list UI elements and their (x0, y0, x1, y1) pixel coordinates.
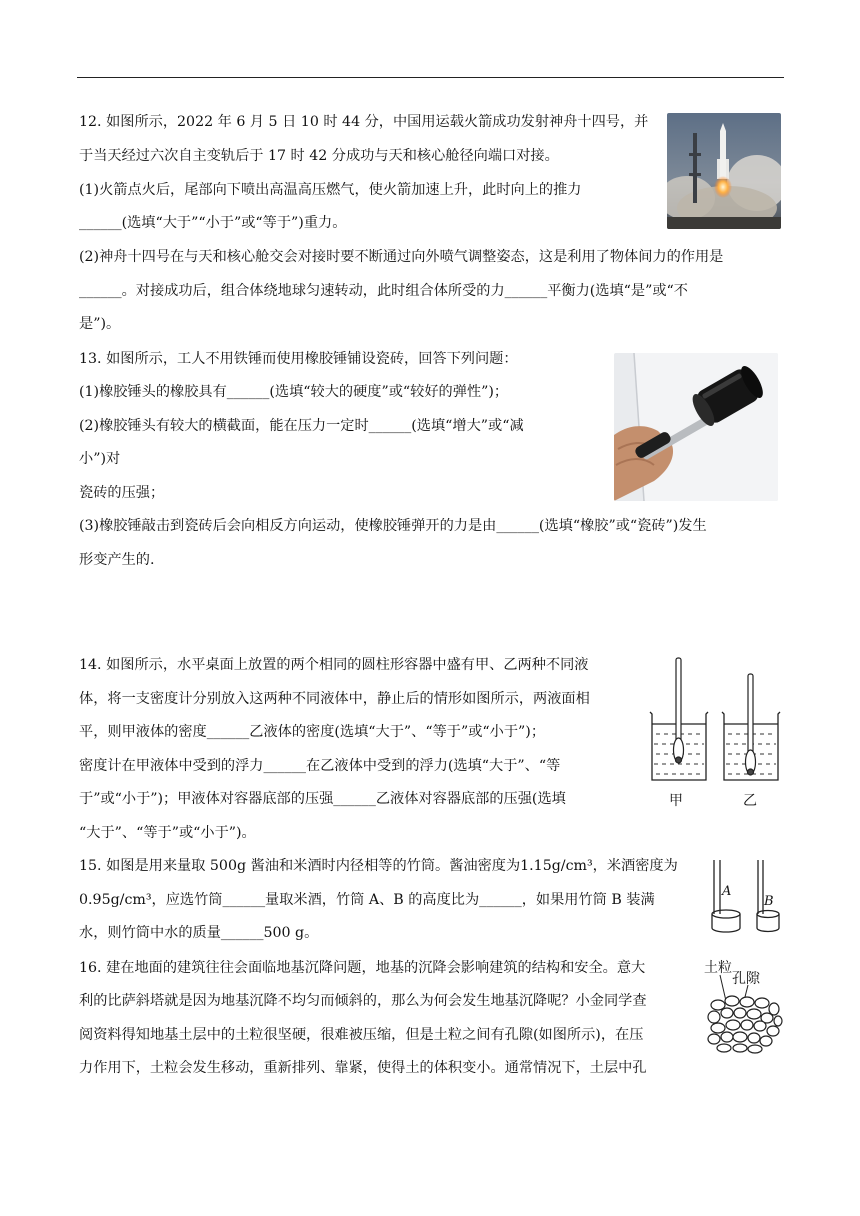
q13-line-1: 13. 如图所示，工人不用铁锤而使用橡胶锤铺设瓷砖，回答下列问题： (79, 351, 518, 367)
tube-label-b: B (764, 894, 774, 909)
q14-line-3: 平，则甲液体的密度______乙液体的密度(选填“大于”、“等于”或“小于”)； (79, 724, 546, 740)
q16-line-1: 16. 建在地面的建筑往往会面临地基沉降问题，地基的沉降会影响建筑的结构和安全。意大 (79, 960, 646, 976)
q14-line-1: 14. 如图所示，水平桌面上放置的两个相同的圆柱形容器中盛有甲、乙两种不同液 (79, 657, 589, 673)
q12-line-3: (1)火箭点火后，尾部向下喷出高温高压燃气，使火箭加速上升，此时向上的推力 (79, 182, 582, 198)
q13-line-2: (1)橡胶锤头的橡胶具有______(选填“较大的硬度”或“较好的弹性”)； (79, 384, 509, 400)
hydrometer-figure (642, 654, 790, 810)
q15-line-3: 水，则竹筒中水的质量______500 g。 (79, 925, 319, 941)
q15-line-1: 15. 如图是用来量取 500g 酱油和米酒时内径相等的竹筒。酱油密度为1.15g/cm³，米酒密度为 (79, 858, 678, 874)
soil-particles-figure (704, 955, 784, 1055)
rubber-mallet-photo (614, 353, 778, 501)
q14-line-4: 密度计在甲液体中受到的浮力______在乙液体中受到的浮力(选填“大于”、“等 (79, 758, 561, 774)
q15-line-2: 0.95g/cm³，应选竹筒______量取米酒，竹筒 A、B 的高度比为______，如果用竹筒 B 装满 (79, 892, 655, 908)
bamboo-tubes-figure (706, 854, 784, 934)
q14-line-6: “大于”、“等于”或“小于”)。 (79, 825, 256, 841)
header-rule (77, 77, 784, 78)
q14-line-5: 于”或“小于”)；甲液体对容器底部的压强______乙液体对容器底部的压强(选填 (79, 791, 566, 807)
rocket-launch-photo (667, 113, 781, 229)
pore-label: 孔隙 (732, 971, 760, 987)
q12-line-2: 于当天经过六次自主变轨后于 17 时 42 分成功与天和核心舱径向端口对接。 (79, 148, 559, 164)
soil-particle-label: 土粒 (704, 960, 732, 976)
q13-line-5: 瓷砖的压强； (79, 485, 165, 501)
q13-line-3: (2)橡胶锤头有较大的横截面，能在压力一定时______(选填“增大”或“减 (79, 418, 524, 434)
q13-line-4: 小”)对 (79, 451, 121, 467)
q12-line-6: ______。对接成功后，组合体绕地球匀速转动，此时组合体所受的力______平衡力(选填“是”或“不 (79, 283, 688, 299)
figure-label-yi: 乙 (743, 793, 757, 809)
q13-line-6: (3)橡胶锤敲击到瓷砖后会向相反方向运动，使橡胶锤弹开的力是由______(选填“橡胶”或“瓷砖”)发生 (79, 518, 707, 534)
q16-line-4: 力作用下，土粒会发生移动，重新排列、靠紧，使得土的体积变小。通常情况下，土层中孔 (79, 1060, 647, 1076)
q13-line-7: 形变产生的. (79, 552, 155, 568)
q16-line-2: 利的比萨斜塔就是因为地基沉降不均匀而倾斜的，那么为何会发生地基沉降呢？小金同学查 (79, 993, 647, 1009)
q12-line-1: 12. 如图所示，2022 年 6 月 5 日 10 时 44 分，中国用运载火箭成功发射神舟十四号，并 (79, 114, 649, 130)
q12-line-4: ______(选填“大于”“小于”或“等于”)重力。 (79, 215, 347, 231)
q16-line-3: 阅资料得知地基土层中的土粒很坚硬，很难被压缩，但是土粒之间有孔隙(如图所示)，在压 (79, 1027, 644, 1043)
q12-line-7: 是”)。 (79, 316, 121, 332)
q12-line-5: (2)神舟十四号在与天和核心舱交会对接时要不断通过向外喷气调整姿态，这是利用了物体间力的作用是 (79, 249, 724, 265)
q14-line-2: 体，将一支密度计分别放入这两种不同液体中，静止后的情形如图所示，两液面相 (79, 691, 590, 707)
tube-label-a: A (722, 884, 732, 899)
figure-label-jia: 甲 (669, 793, 683, 809)
